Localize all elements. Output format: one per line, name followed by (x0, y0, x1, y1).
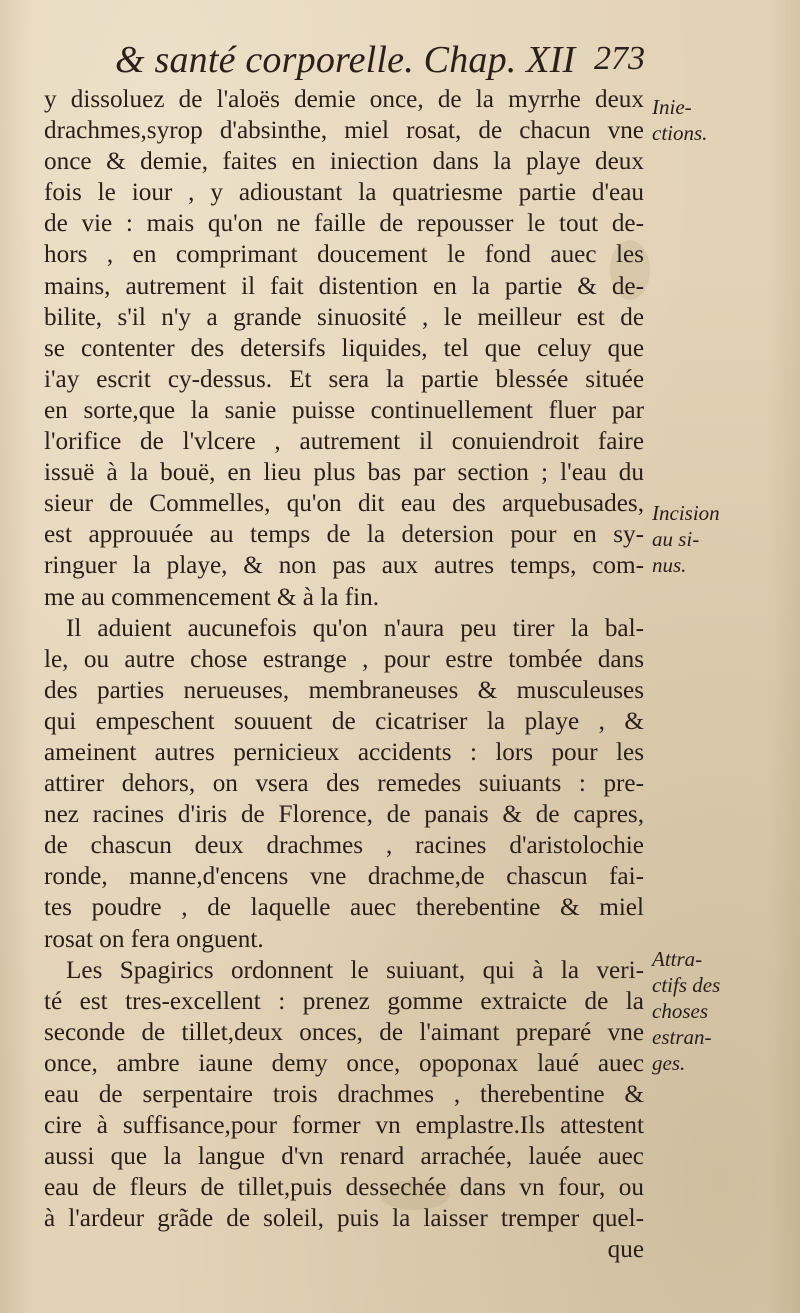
catchword: que (607, 1236, 644, 1264)
text-line: eau de fleurs de tillet,puis dessechée dans vn four, ou (44, 1174, 644, 1202)
text-line: de vie : mais qu'on ne faille de repousser le tout de- (44, 210, 644, 238)
text-line: fois le iour , y adioustant la quatriesme partie d'eau (44, 179, 644, 207)
text-line: hors , en comprimant doucement le fond auec les (44, 241, 644, 269)
text-line: de chascun deux drachmes , racines d'aristolochie (44, 832, 644, 860)
text-line: rosat on fera onguent. (44, 925, 264, 953)
text-line: Il aduient aucunefois qu'on n'aura peu tirer la bal- (66, 614, 644, 642)
text-line: eau de serpentaire trois drachmes , therebentine & (44, 1081, 644, 1108)
text-line: bilite, s'il n'y a grande sinuosité , le meilleur est de (44, 303, 644, 331)
body-text (44, 84, 644, 1266)
text-line: sieur de Commelles, qu'on dit eau des arquebusades, (44, 490, 644, 518)
text-line: des parties nerueuses, membraneuses & musculeuses (44, 676, 644, 704)
text-line: once & demie, faites en iniection dans la playe deux (44, 148, 644, 176)
margin-note-line: Inie- (652, 95, 692, 119)
margin-note-line: nus. (652, 553, 687, 577)
text-line: nez racines d'iris de Florence, de panais & de capres, (44, 801, 644, 829)
text-line: y dissoluez de l'aloës demie once, de la myrrhe deux (44, 86, 644, 113)
text-line: me au commencement & à la fin. (44, 583, 380, 611)
text-line: once, ambre iaune demy once, opoponax laué auec (44, 1049, 644, 1077)
text-line: seconde de tillet,deux onces, de l'aimant preparé vne (44, 1018, 644, 1046)
margin-note-line: estran- (652, 1025, 712, 1049)
text-line: ronde, manne,d'encens vne drachme,de chascun fai- (44, 863, 644, 891)
text-line: mains, autrement il fait distention en la partie & de- (44, 272, 644, 300)
text-line: cire à suffisance,pour former vn emplastre.Ils attestent (44, 1112, 644, 1140)
text-line: est approuuée au temps de la detersion pour en sy- (44, 521, 644, 549)
margin-note-line: ges. (652, 1051, 686, 1075)
text-line: té est tres-excellent : prenez gomme extraicte de la (44, 987, 644, 1015)
text-line: drachmes,syrop d'absinthe, miel rosat, de chacun vne (44, 117, 644, 145)
text-line: issuë à la bouë, en lieu plus bas par section ; l'eau du (44, 459, 644, 487)
running-title: & santé corporelle. Chap. XII (115, 39, 576, 81)
text-line: aussi que la langue d'vn renard arrachée, lauée auec (44, 1143, 644, 1171)
running-head (115, 38, 645, 88)
text-line: se contenter des detersifs liquides, tel que celuy que (44, 334, 644, 362)
text-line: ringuer la playe, & non pas aux autres temps, com- (44, 552, 644, 580)
margin-note-incision (652, 500, 720, 578)
text-line: tes poudre , de laquelle auec therebentine & miel (44, 894, 644, 922)
text-line: le, ou autre chose estrange , pour estre tombée dans (44, 645, 644, 673)
text-line: attirer dehors, on vsera des remedes suiuants : pre- (44, 770, 644, 798)
margin-note-line: ctifs des (652, 973, 721, 997)
text-line: ameinent autres pernicieux accidents : lors pour les (44, 738, 644, 766)
margin-note-line: ctions. (652, 121, 708, 145)
text-line: l'orifice de l'vlcere , autrement il conuiendroit faire (44, 428, 644, 456)
page-number: 273 (594, 40, 645, 77)
text-line: à l'ardeur grãde de soleil, puis la laisser tremper quel- (44, 1205, 644, 1233)
margin-note-line: Incision (652, 501, 720, 525)
margin-note-line: au si- (652, 527, 700, 551)
text-line: Les Spagirics ordonnent le suiuant, qui à la veri- (66, 956, 644, 984)
text-line: i'ay escrit cy-dessus. Et sera la partie blessée située (44, 365, 644, 393)
text-line: en sorte,que la sanie puisse continuellement fluer par (44, 396, 644, 424)
margin-note-line: Attra- (652, 947, 703, 971)
margin-note-attractifs (652, 946, 720, 1076)
margin-note-injections (652, 94, 707, 146)
text-line: qui empeschent souuent de cicatriser la playe , & (44, 707, 644, 735)
margin-note-line: choses (652, 999, 708, 1023)
